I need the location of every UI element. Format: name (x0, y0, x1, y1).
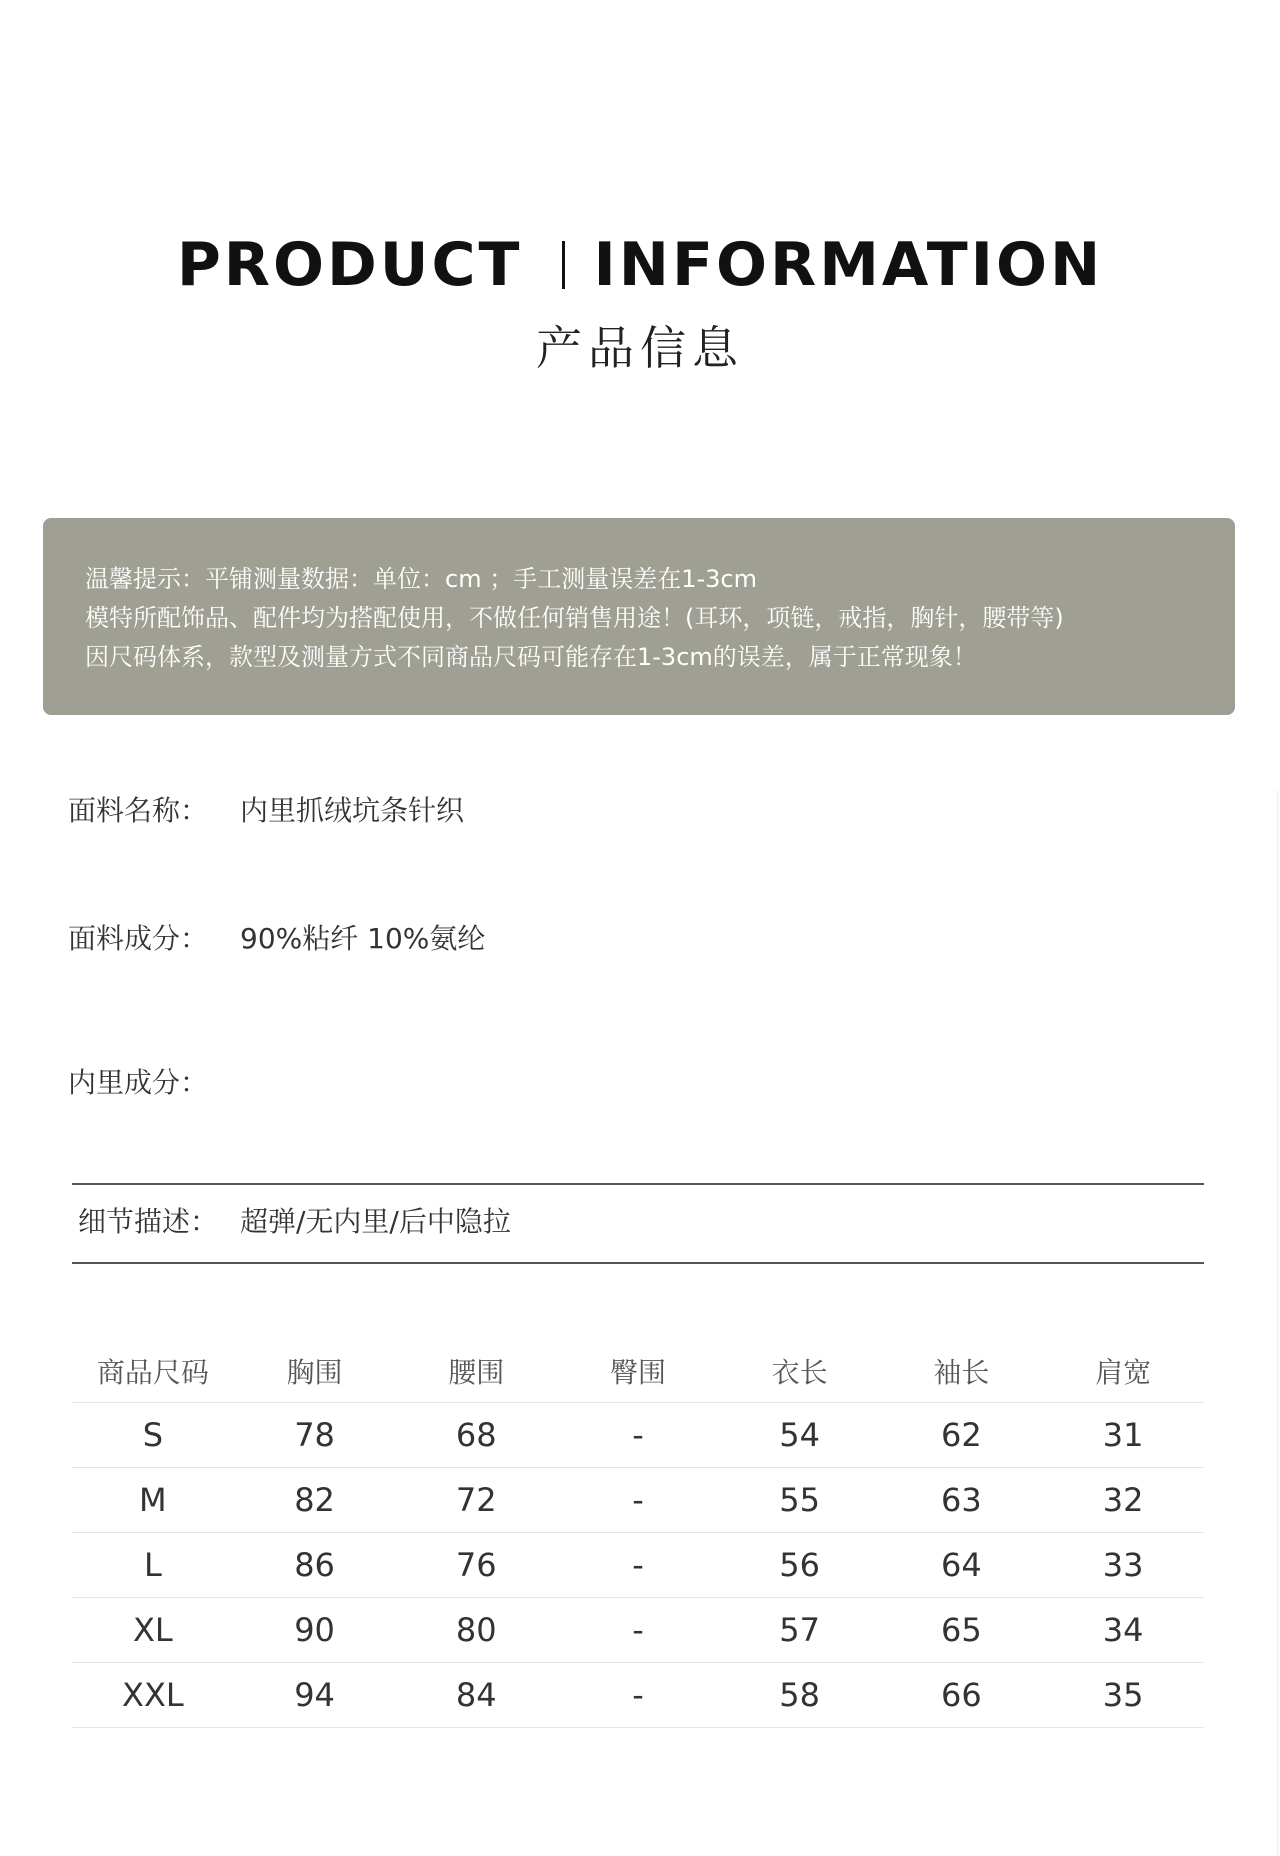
title-chinese: 产品信息 (536, 321, 744, 375)
notice-line: 温馨提示：平铺测量数据：单位：cm ；手工测量误差在1-3cm (85, 565, 757, 593)
header-chest: 胸围 (234, 1340, 396, 1402)
detail-bottom-rule (72, 1262, 1204, 1264)
detail-value: 超弹/无内里/后中隐拉 (240, 1205, 511, 1238)
table-cell: 65 (881, 1597, 1043, 1662)
table-cell: 62 (881, 1402, 1043, 1467)
table-row (72, 1662, 1204, 1727)
table-cell: M (72, 1467, 234, 1532)
table-cell: - (557, 1402, 719, 1467)
right-edge-line (1277, 790, 1278, 1856)
table-cell: 80 (395, 1597, 557, 1662)
lining-composition-row (68, 1063, 240, 1103)
table-cell: 94 (234, 1662, 396, 1727)
header-waist: 腰围 (395, 1340, 557, 1402)
title-separator (562, 241, 565, 289)
table-cell: S (72, 1402, 234, 1467)
table-cell: - (557, 1597, 719, 1662)
table-cell: 35 (1042, 1662, 1204, 1727)
lining-composition-label: 内里成分： (68, 1066, 209, 1099)
table-cell: 84 (395, 1662, 557, 1727)
notice-line: 因尺码体系，款型及测量方式不同商品尺码可能存在1-3cm的误差，属于正常现象！ (85, 643, 977, 671)
detail-row (78, 1202, 511, 1242)
table-cell: L (72, 1532, 234, 1597)
table-cell: 33 (1042, 1532, 1204, 1597)
fabric-name-row (68, 791, 464, 831)
notice-box (43, 518, 1235, 715)
table-cell: 34 (1042, 1597, 1204, 1662)
header-shoulder: 肩宽 (1042, 1340, 1204, 1402)
table-row (72, 1532, 1204, 1597)
table-cell: - (557, 1467, 719, 1532)
header-length: 衣长 (719, 1340, 881, 1402)
table-cell: 78 (234, 1402, 396, 1467)
table-cell: 86 (234, 1532, 396, 1597)
table-cell: 76 (395, 1532, 557, 1597)
table-row (72, 1402, 1204, 1467)
table-cell: 72 (395, 1467, 557, 1532)
table-cell: 55 (719, 1467, 881, 1532)
fabric-composition-row (68, 919, 485, 959)
table-cell: XXL (72, 1662, 234, 1727)
table-cell: 63 (881, 1467, 1043, 1532)
title-information: INFORMATION (593, 230, 1104, 300)
fabric-composition-value: 90%粘纤 10%氨纶 (240, 922, 486, 955)
table-cell: 31 (1042, 1402, 1204, 1467)
table-cell: 90 (234, 1597, 396, 1662)
table-row (72, 1597, 1204, 1662)
table-cell: - (557, 1532, 719, 1597)
table-cell: 82 (234, 1467, 396, 1532)
table-cell: 57 (719, 1597, 881, 1662)
table-cell: 64 (881, 1532, 1043, 1597)
table-cell: - (557, 1662, 719, 1727)
table-row (72, 1467, 1204, 1532)
header-hip: 臀围 (557, 1340, 719, 1402)
size-table (72, 1340, 1204, 1728)
title-english (0, 230, 1280, 300)
table-cell: 56 (719, 1532, 881, 1597)
notice-line: 模特所配饰品、配件均为搭配使用，不做任何销售用途！(耳环，项链，戒指，胸针，腰带等) (85, 604, 1064, 632)
table-cell: 32 (1042, 1467, 1204, 1532)
table-cell: 58 (719, 1662, 881, 1727)
table-cell: XL (72, 1597, 234, 1662)
header-size: 商品尺码 (72, 1340, 234, 1402)
fabric-composition-label: 面料成分： (68, 922, 209, 955)
fabric-name-value: 内里抓绒坑条针织 (240, 794, 465, 827)
table-cell: 66 (881, 1662, 1043, 1727)
header-sleeve: 袖长 (881, 1340, 1043, 1402)
detail-top-rule (72, 1183, 1204, 1185)
table-cell: 54 (719, 1402, 881, 1467)
table-cell: 68 (395, 1402, 557, 1467)
fabric-name-label: 面料名称： (68, 794, 209, 827)
size-table-header-row (72, 1340, 1204, 1402)
detail-label: 细节描述： (78, 1205, 219, 1238)
title-product: PRODUCT (176, 230, 523, 300)
